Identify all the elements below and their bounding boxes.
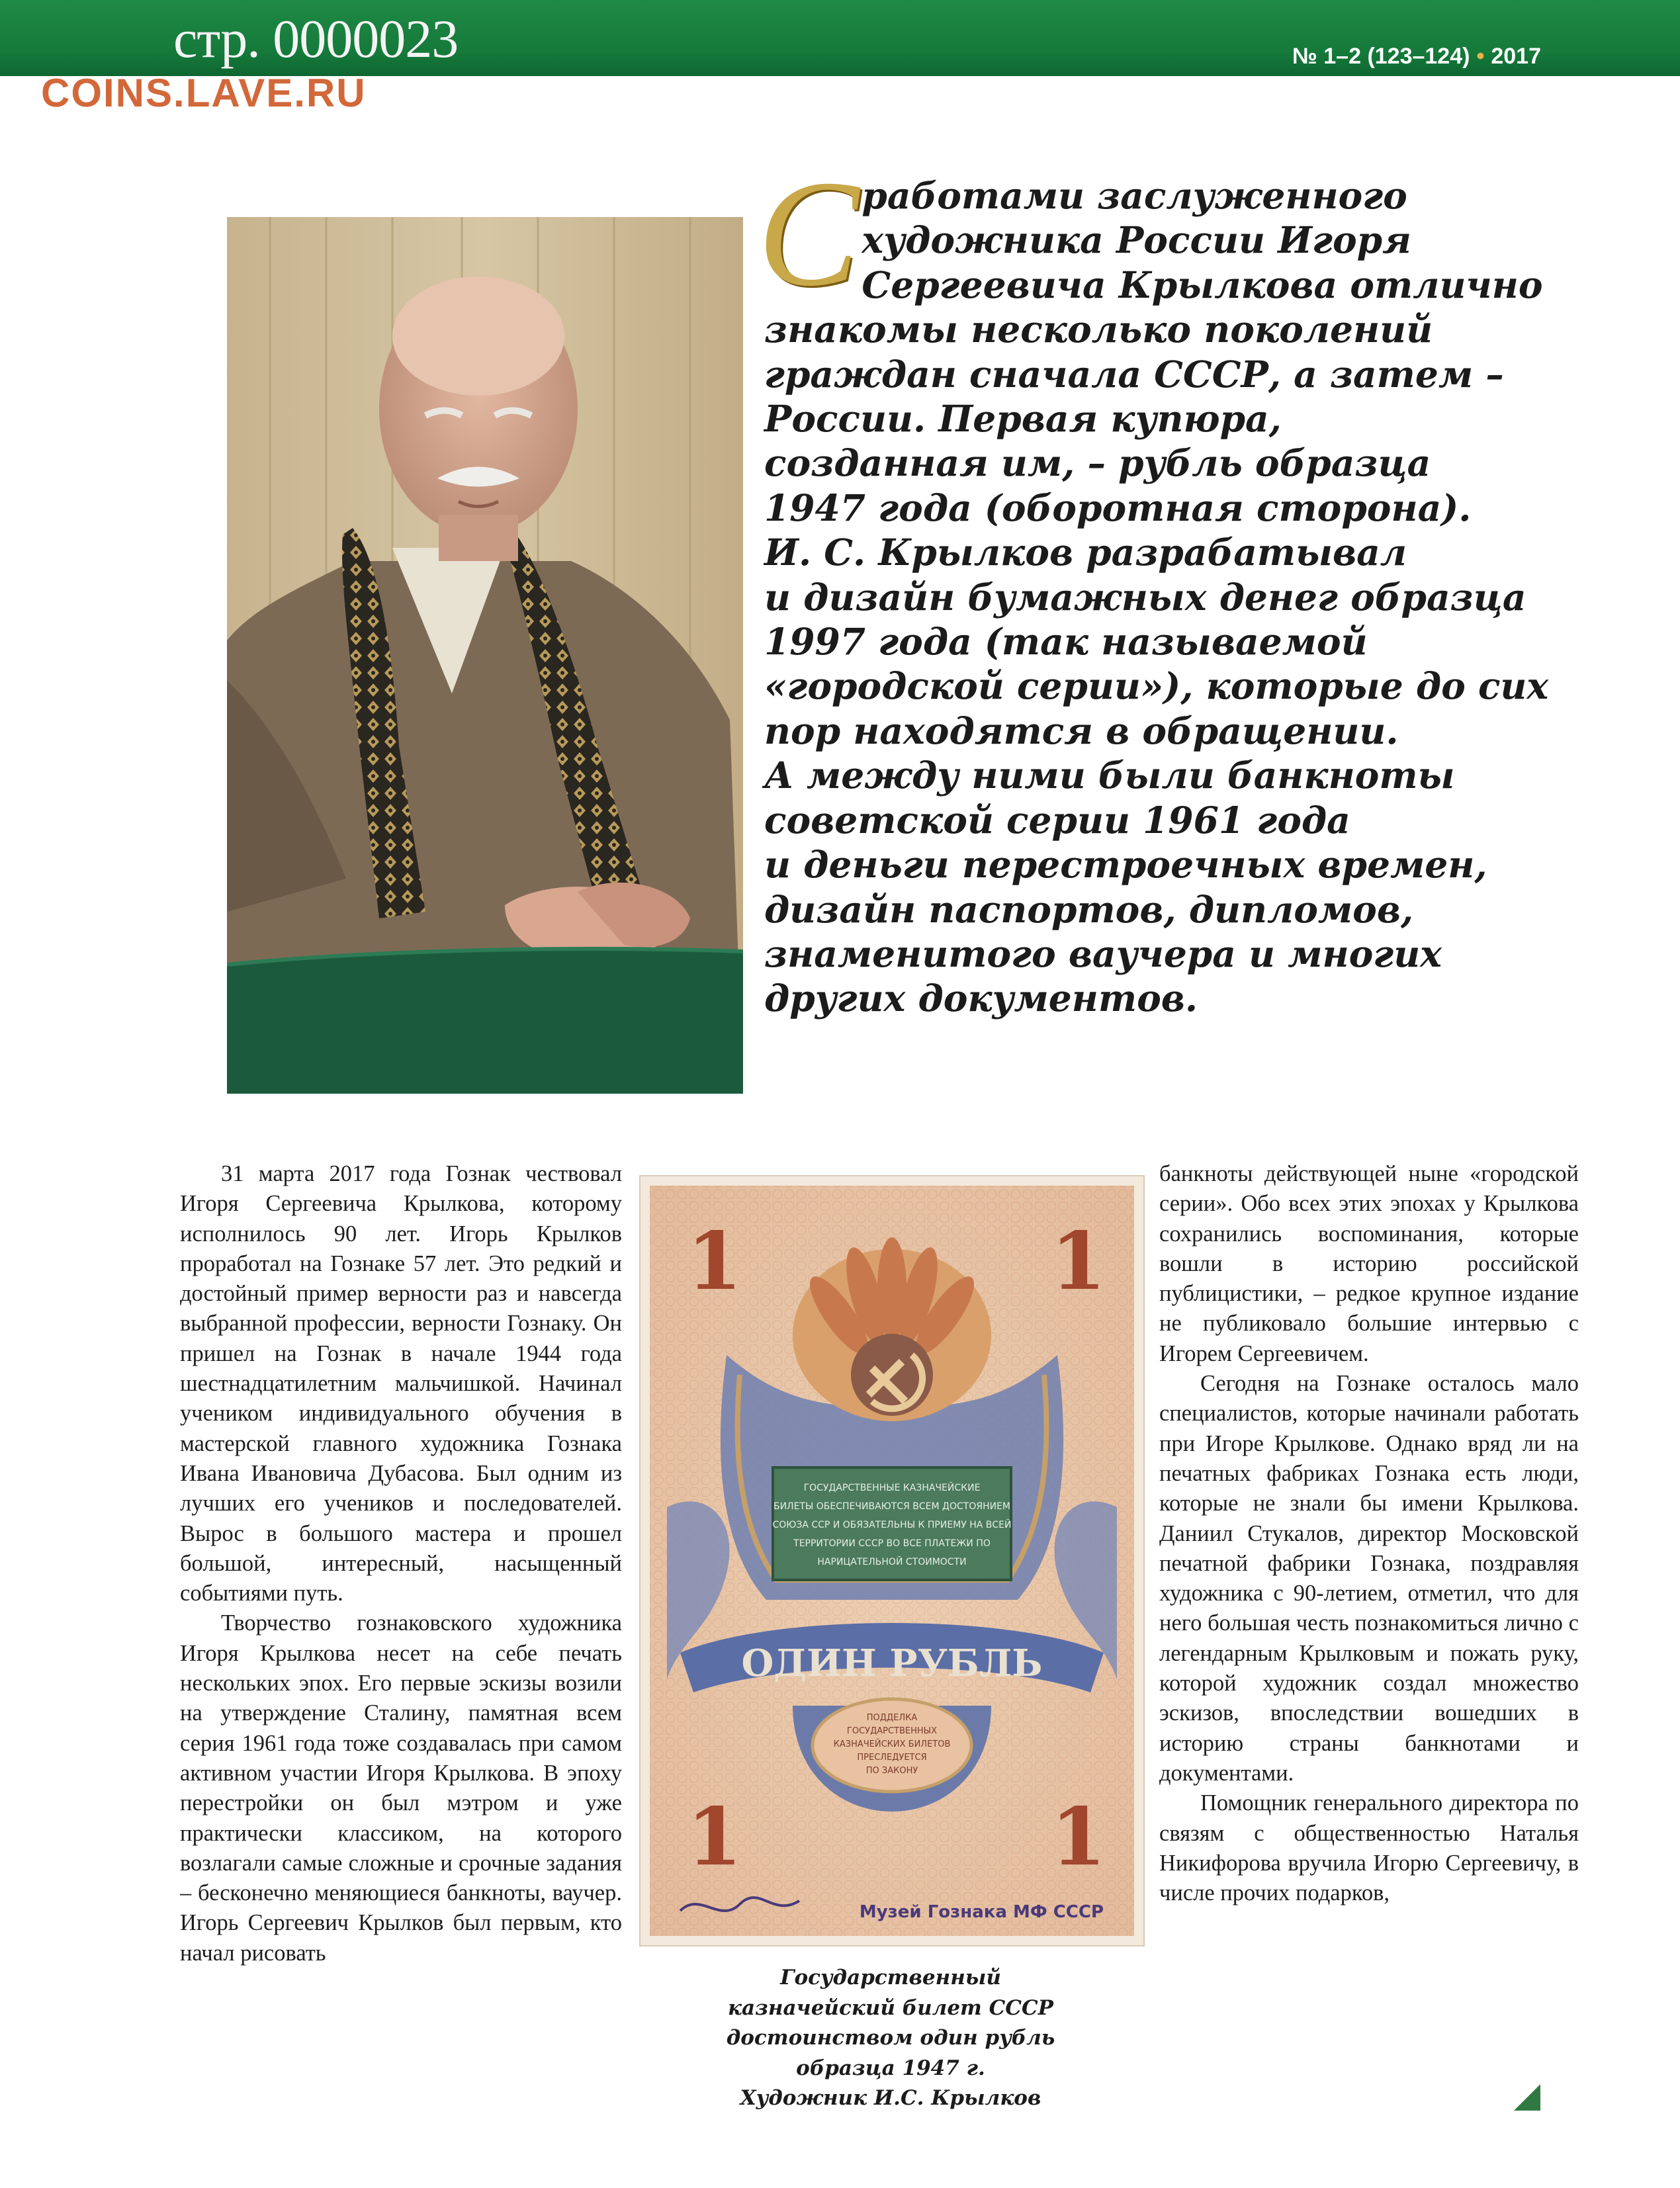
- lead-line: художника России Игоря: [862, 218, 1411, 262]
- lead-line: России. Первая купюра,: [764, 397, 1282, 441]
- lead-line: советской серии 1961 года: [764, 798, 1350, 842]
- corner-numeral: 1: [687, 1790, 742, 1884]
- site-watermark: COINS.LAVE.RU: [41, 71, 367, 115]
- caption-line: Художник И.С. Крылков: [740, 2086, 1041, 2110]
- lead-line: дизайн паспортов, дипломов,: [764, 887, 1414, 931]
- banknote-warning-line: ПО ЗАКОНУ: [865, 1766, 918, 1776]
- lead-line: 1947 года (оборотная сторона).: [764, 486, 1472, 529]
- article-column-right: [1159, 1159, 1579, 2112]
- lead-paragraph: [758, 149, 1558, 1086]
- lead-line: А между ними были банкноты: [764, 754, 1455, 797]
- banknote-law-line: ТЕРРИТОРИИ СССР ВО ВСЕ ПЛАТЕЖИ ПО: [793, 1538, 991, 1549]
- lead-line: Сергеевича Крылкова отлично: [862, 263, 1543, 306]
- corner-numeral: 1: [687, 1215, 742, 1308]
- banknote-illustration: [641, 1176, 1143, 1945]
- lead-line: пор находятся в обращении.: [764, 709, 1399, 752]
- lead-line: других документов.: [764, 977, 1198, 1020]
- article-paragraph: Помощник генерального директора по связям с общественностью Наталья Никифорова вручила Игорю Сергеевичу, в числе прочих подарков,: [1159, 1790, 1579, 1906]
- portrait-illustration: [227, 217, 743, 1094]
- caption-line: казначейский билет СССР: [728, 1995, 1053, 2020]
- continuation-triangle-icon: [1514, 2084, 1540, 2111]
- banknote-denomination: ОДИН РУБЛЬ: [741, 1641, 1043, 1685]
- issue-number: № 1–2 (123–124): [1292, 44, 1470, 69]
- article-paragraph: банкноты действующей ныне «городской серии». Обо всех этих эпохах у Крылкова сохранились воспоминания, которые вошли в историю российской публицистики, – редкое крупное издание не публиковало большие интервью с Игорем Сергеевичем.: [1159, 1161, 1579, 1366]
- banknote-caption: [639, 1963, 1142, 2115]
- lead-line: и дизайн бумажных денег образца: [764, 575, 1526, 619]
- banknote-law-line: БИЛЕТЫ ОБЕСПЕЧИВАЮТСЯ ВСЕМ ДОСТОЯНИЕМ: [773, 1501, 1011, 1512]
- lead-line: И. С. Крылков разрабатывал: [764, 531, 1407, 574]
- lead-line: «городской серии»), которые до сих: [764, 664, 1549, 708]
- caption-line: образца 1947 г.: [796, 2056, 985, 2080]
- article-paragraph: Сегодня на Гознаке осталось мало специалистов, которые начинали работать при Игоре Крылкове. Однако вряд ли на печатных фабриках Гознака есть люди, которые не знали бы имени Крылкова. Даниил Стукалов, директор Московской печатной фабрики Гознака, поздравляя художника с 90-летием, отметил, что для него большая честь познакомиться лично с легендарным Крылковым и пожать руку, которой художник создал множество эскизов, впоследствии вошедших в историю страны банкнотами и документами.: [1159, 1371, 1579, 1786]
- banknote-law-line: СОЮЗА ССР И ОБЯЗАТЕЛЬНЫ К ПРИЕМУ НА ВСЕЙ: [772, 1520, 1012, 1530]
- portrait-photo: [227, 217, 743, 1094]
- page-number: стр. 0000023: [173, 9, 459, 69]
- lead-line: работами заслуженного: [862, 174, 1407, 217]
- corner-numeral: 1: [1051, 1790, 1106, 1884]
- lead-line: знаменитого ваучера и многих: [764, 932, 1442, 975]
- caption-line: Государственный: [780, 1966, 1001, 1990]
- museum-stamp: Музей Гознака МФ СССР: [859, 1902, 1104, 1922]
- banknote-warning-line: КАЗНАЧЕЙСКИХ БИЛЕТОВ: [833, 1739, 951, 1749]
- lead-line: 1997 года (так называемой: [764, 620, 1368, 664]
- banknote-warning-line: ПРЕСЛЕДУЕТСЯ: [857, 1753, 927, 1763]
- issue-year: 2017: [1491, 44, 1541, 69]
- banknote-law-line: НАРИЦАТЕЛЬНОЙ СТОИМОСТИ: [817, 1557, 967, 1567]
- article-paragraph: 31 марта 2017 года Гознак чествовал Игоря Сергеевича Крылкова, которому исполнилось 90 лет. Игорь Крылков проработал на Гознаке 57 лет. Это редкий и достойный пример верности раз и навсегда выбранной профессии, верности Гознаку. Он пришел на Гознак в начале 1944 года шестнадцатилетним мальчишкой. Начинал учеником индивидуального обучения в мастерской главного художника Гознака Ивана Ивановича Дубасова. Был одним из лучших его учеников и последователей. Вырос в большого мастера и прошел большой, интересный, насыщенный событиями путь.: [180, 1161, 622, 1606]
- drop-cap: С: [758, 149, 860, 318]
- lead-line: знакомы несколько поколений: [764, 308, 1433, 351]
- banknote-image: [639, 1175, 1145, 1947]
- article-column-left: [180, 1159, 622, 2112]
- article-paragraph: Творчество гознаковского художника Игоря Крылкова несет на себе печать нескольких эпох. Его первые эскизы возили на утверждение Сталину, памятная всем серия 1961 года тоже создавалась при самом активном участии Игоря Крылкова. В эпоху перестройки он был мэтром и уже практически классиком, на которого возлагали самые сложные и срочные задания – бесконечно меняющиеся банкноты, ваучер. Игорь Сергеевич Крылков был первым, кто начал рисовать: [180, 1610, 622, 1966]
- banknote-warning-line: ГОСУДАРСТВЕННЫХ: [846, 1726, 938, 1736]
- lead-line: граждан сначала СССР, а затем –: [764, 352, 1504, 396]
- corner-numeral: 1: [1051, 1215, 1106, 1308]
- lead-line: и деньги перестроечных времен,: [764, 843, 1487, 887]
- separator-dot: •: [1476, 44, 1485, 69]
- banknote-law-line: ГОСУДАРСТВЕННЫЕ КАЗНАЧЕЙСКИЕ: [803, 1483, 981, 1493]
- issue-label: [1292, 44, 1541, 75]
- lead-line: созданная им, – рубль образца: [764, 441, 1431, 485]
- caption-line: достоинством один рубль: [726, 2026, 1055, 2050]
- banknote-warning-line: ПОДДЕЛКА: [866, 1713, 918, 1723]
- lead-lines: [764, 173, 1558, 1021]
